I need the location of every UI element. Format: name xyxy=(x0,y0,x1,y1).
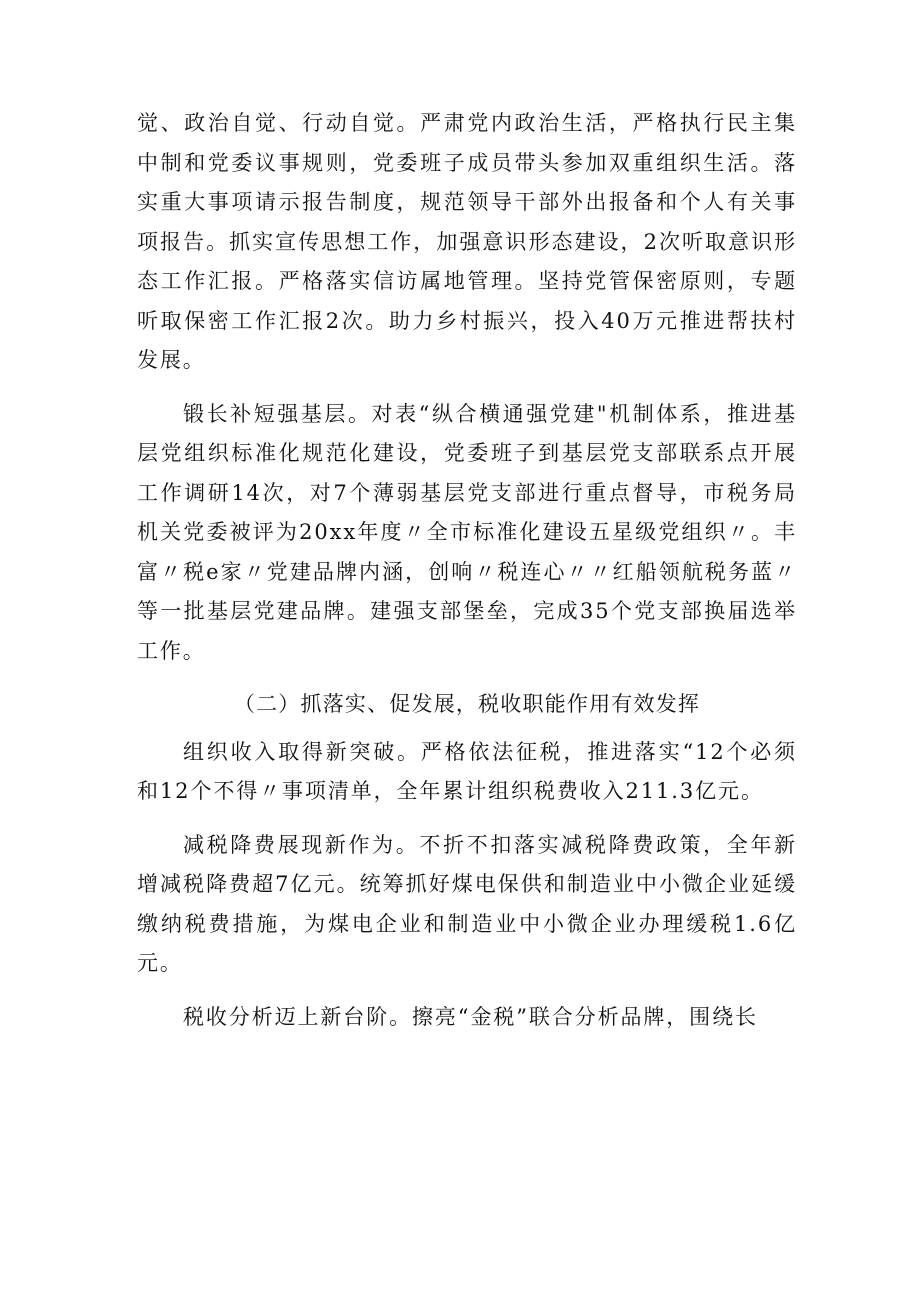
section-heading-tax-functions: （二）抓落实、促发展，税收职能作用有效发挥 xyxy=(233,692,701,716)
paragraph-tax-analysis: 税收分析迈上新台阶。擦亮“金税”联合分析品牌，围绕长 xyxy=(183,1004,758,1029)
paragraph-revenue-collection: 组织收入取得新突破。严格依法征税，推进落实“12个必须和12个不得〃事项清单，全年累计组织税费收入211.3亿元。 xyxy=(137,739,797,803)
paragraph-grassroots-building: 锻长补短强基层。对表“纵合横通强党建"机制体系，推进基层党组织标准化规范化建设，党委班子到基层党支部联系点开展工作调研14次，对7个薄弱基层党支部进行重点督导，市税务局机关党委被评为20xx年度〃全市标准化建设五星级党组织〃。丰富〃税e家〃党建品牌内涵，创响〃税连心〃〃红船领航税务蓝〃等一批基层党建品牌。建强支部堡垒，完成35个党支部换届选举工作。 xyxy=(137,401,797,663)
paragraph-tax-reduction: 减税降费展现新作为。不折不扣落实减税降费政策，全年新增减税降费超7亿元。统筹抓好煤电保供和制造业中小微企业延缓缴纳税费措施，为煤电企业和制造业中小微企业办理缓税1.6亿元。 xyxy=(137,832,797,975)
paragraph-party-discipline: 觉、政治自觉、行动自觉。严肃党内政治生活，严格执行民主集中制和党委议事规则，党委班子成员带头参加双重组织生活。落实重大事项请示报告制度，规范领导干部外出报备和个人有关事项报告。抓实宣传思想工作，加强意识形态建设，2次听取意识形态工作汇报。严格落实信访属地管理。坚持党管保密原则，专题听取保密工作汇报2次。助力乡村振兴，投入40万元推进帮扶村发展。 xyxy=(137,111,797,372)
document-body xyxy=(137,104,797,1051)
